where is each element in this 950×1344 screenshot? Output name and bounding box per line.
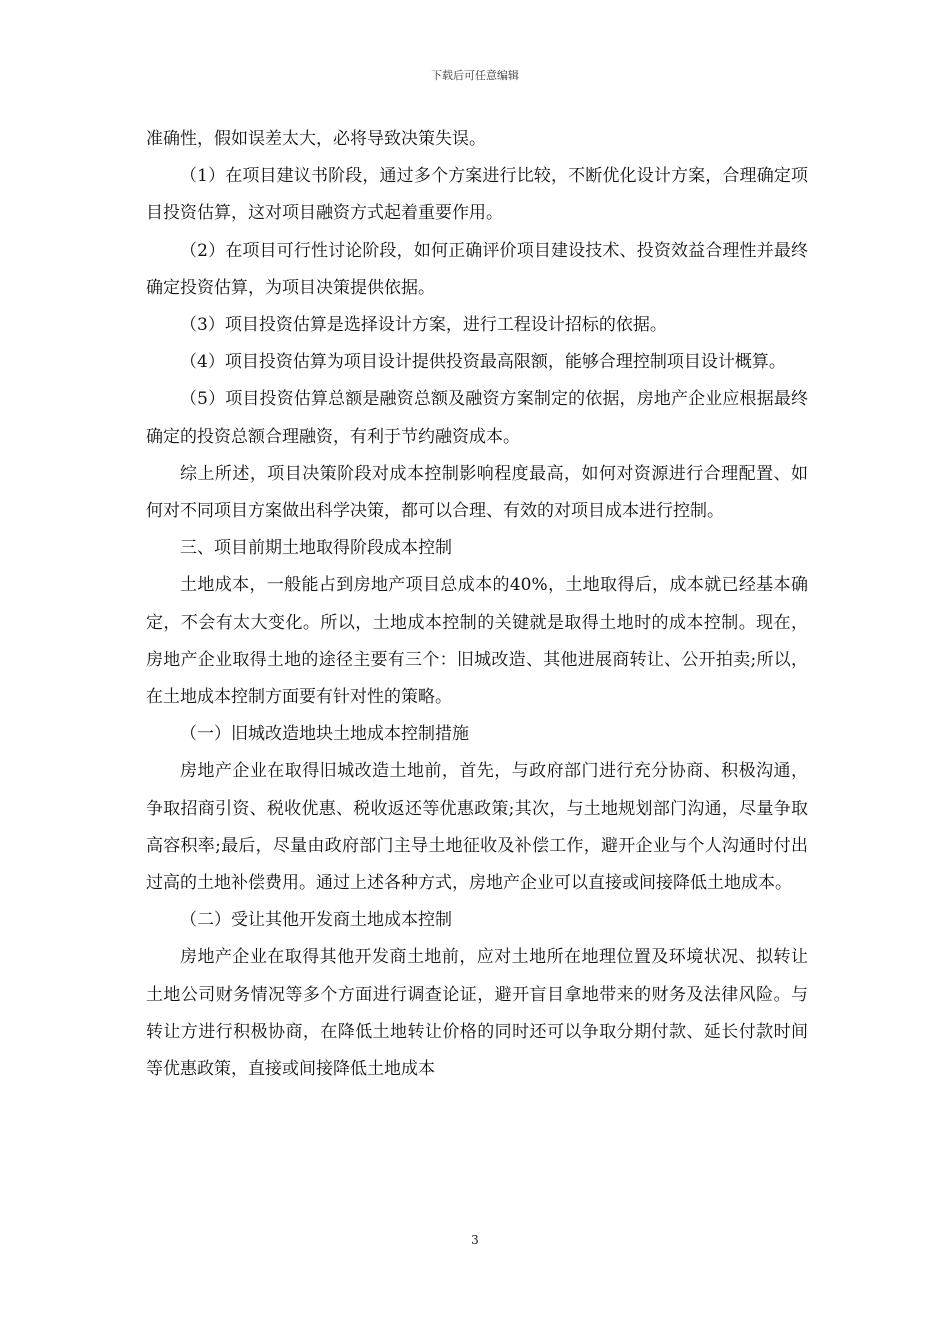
- section-heading-3: 三、项目前期土地取得阶段成本控制: [180, 538, 452, 559]
- paragraph-2: （1）在项目建议书阶段，通过多个方案进行比较，不断优化设计方案，合理确定项目投资估算，这对项目融资方式起着重要作用。: [146, 166, 808, 224]
- paragraph-4: （3）项目投资估算是选择设计方案，进行工程设计招标的依据。: [180, 315, 667, 336]
- paragraph-7: 综上所述，项目决策阶段对成本控制影响程度最高，如何对资源进行合理配置、如何对不同项目方案做出科学决策，都可以合理、有效的对项目成本进行控制。: [146, 463, 808, 522]
- page-number: 3: [471, 1233, 479, 1247]
- subsection-heading-2: （二）受让其他开发商土地成本控制: [180, 910, 452, 931]
- document-body: [146, 121, 808, 1088]
- paragraph-13: 房地产企业在取得其他开发商土地前，应对土地所在地理位置及环境状况、拟转让土地公司财务情况等多个方面进行调查论证，避开盲目拿地带来的财务及法律风险。与转让方进行积极协商，在降低土地转让价格的同时还可以争取分期付款、延长付款时间等优惠政策，直接或间接降低土地成本: [146, 947, 808, 1080]
- paragraph-5: （4）项目投资估算为项目设计提供投资最高限额，能够合理控制项目设计概算。: [180, 352, 786, 373]
- subsection-heading-1: （一）旧城改造地块土地成本控制措施: [180, 724, 469, 745]
- paragraph-9: 土地成本，一般能占到房地产项目总成本的40%，土地取得后，成本就已经基本确定，不会有太大变化。所以，土地成本控制的关键就是取得土地时的成本控制。现在，房地产企业取得土地的途径主要有三个：旧城改造、其他进展商转让、公开拍卖;所以，在土地成本控制方面要有针对性的策略。: [146, 575, 808, 708]
- paragraph-1: 准确性，假如误差太大，必将导致决策失误。: [146, 129, 486, 149]
- paragraph-11: 房地产企业在取得旧城改造土地前，首先，与政府部门进行充分协商、积极沟通，争取招商引资、税收优惠、税收返还等优惠政策;其次，与土地规划部门沟通，尽量争取高容积率;最后，尽量由政府部门主导土地征收及补偿工作，避开企业与个人沟通时付出过高的土地补偿费用。通过上述各种方式，房地产企业可以直接或间接降低土地成本。: [146, 761, 808, 894]
- page-header: 下载后可任意编辑: [431, 69, 519, 82]
- paragraph-3: （2）在项目可行性讨论阶段，如何正确评价项目建设技术、投资效益合理性并最终确定投资估算，为项目决策提供依据。: [146, 240, 808, 298]
- paragraph-6: （5）项目投资估算总额是融资总额及融资方案制定的依据，房地产企业应根据最终确定的投资总额合理融资，有利于节约融资成本。: [146, 389, 808, 447]
